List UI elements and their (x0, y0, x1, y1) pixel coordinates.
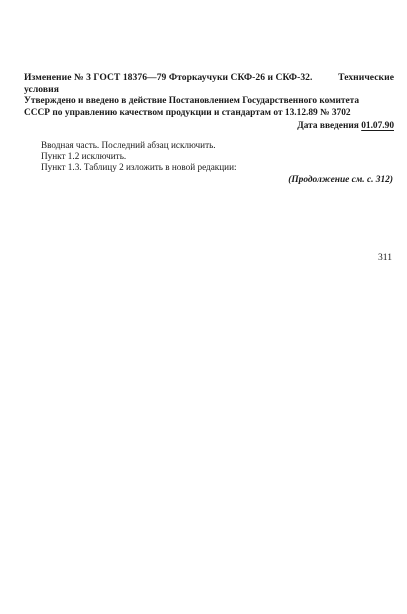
effective-date-label: Дата введения (297, 121, 359, 131)
heading-line-1 (24, 72, 394, 84)
heading-line-2: условия (24, 83, 59, 95)
body-paragraph: Вводная часть. Последний абзац исключить. (41, 140, 216, 150)
amendment-heading (24, 72, 394, 95)
approval-line-1: Утверждено и введено в действие Постановлением Государственного комитета (24, 96, 360, 106)
heading-title: Изменение № 3 ГОСТ 18376—79 Фторкаучуки СКФ-26 и СКФ-32. (24, 72, 313, 83)
effective-date-value: 01.07.90 (361, 121, 394, 131)
page-number: 311 (377, 252, 392, 263)
effective-date-line (297, 121, 394, 131)
body-paragraph: Пункт 1.3. Таблицу 2 изложить в новой редакции: (41, 161, 237, 172)
heading-title-continued: Технические (338, 72, 394, 83)
approval-line-2: СССР по управлению качеством продукции и стандартам от 13.12.89 № 3702 (24, 107, 351, 118)
approval-statement (24, 96, 394, 119)
continuation-note: (Продолжение см. с. 312) (288, 175, 393, 185)
amendment-body (41, 140, 237, 172)
body-paragraph: Пункт 1.2 исключить. (41, 150, 127, 161)
